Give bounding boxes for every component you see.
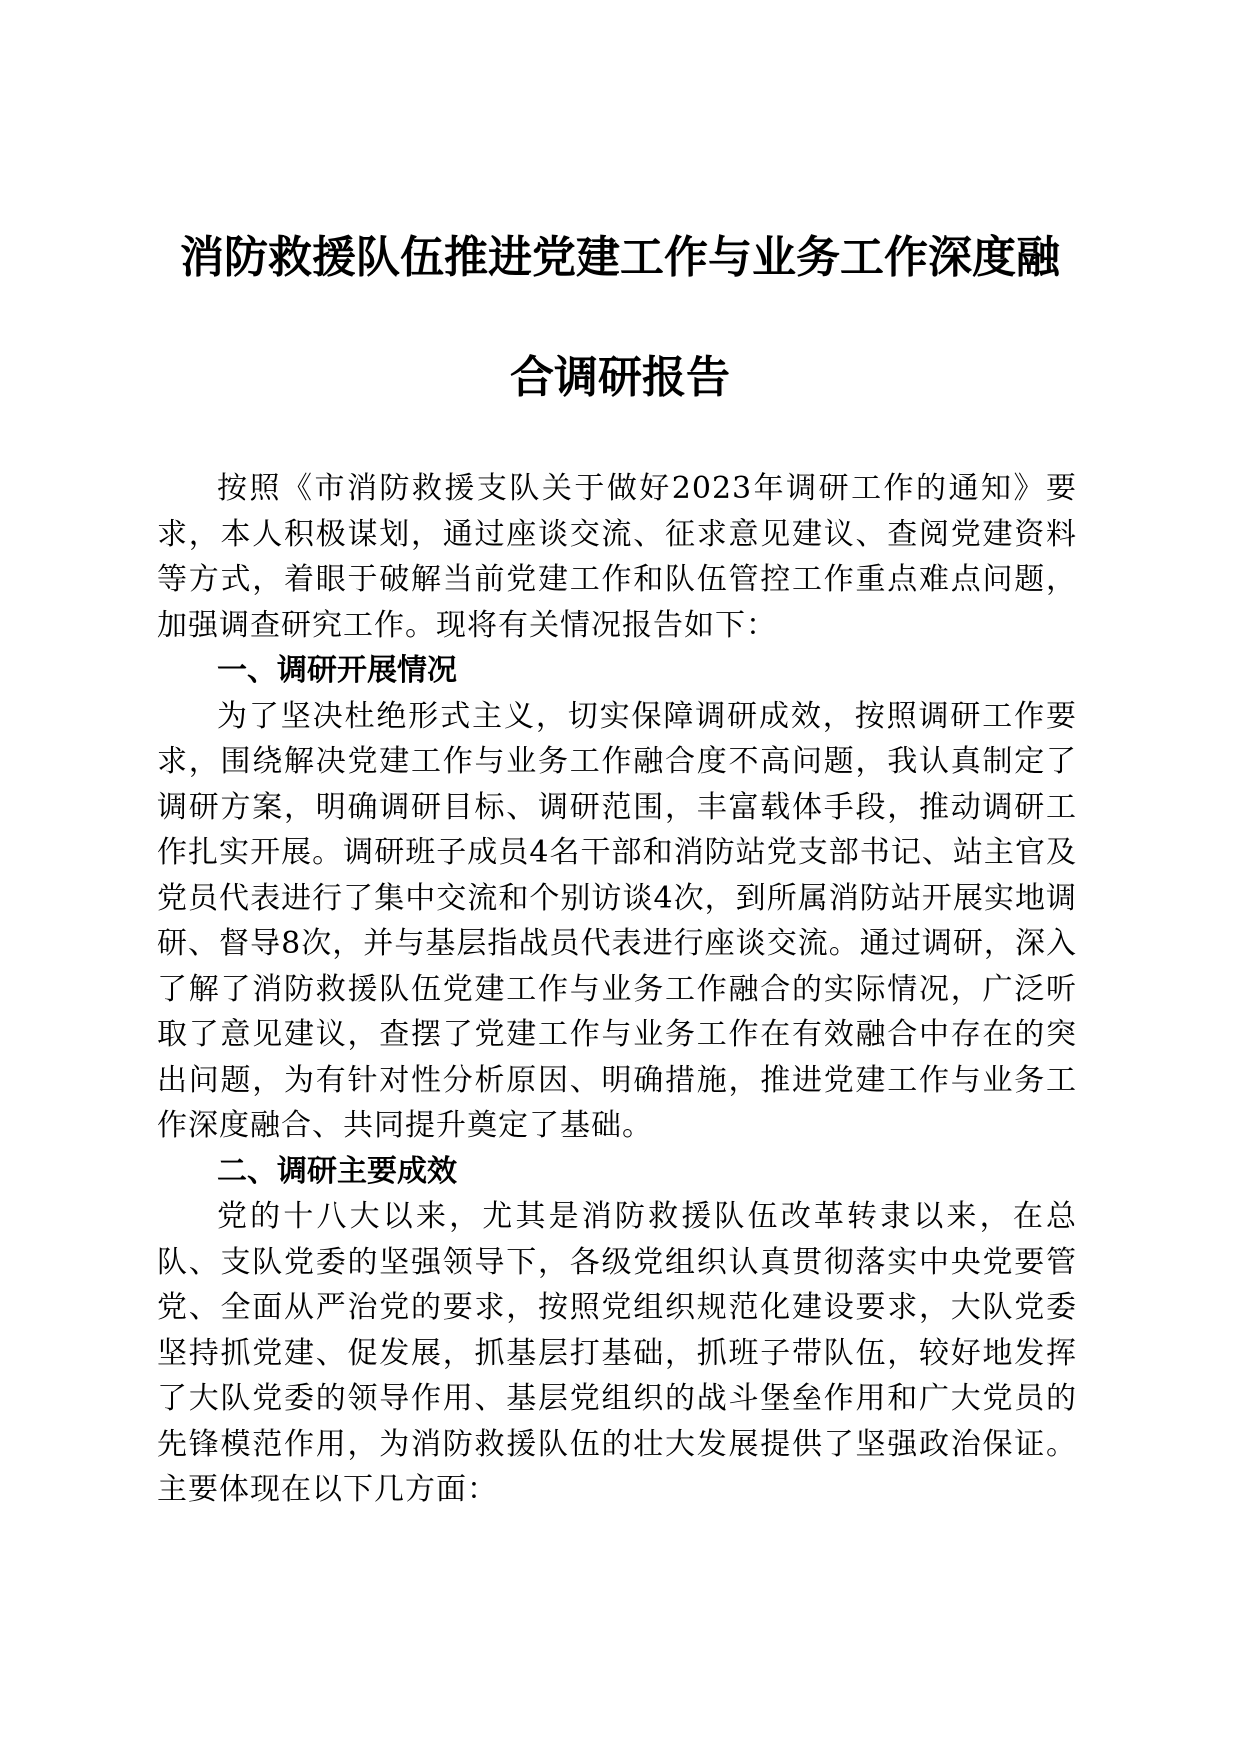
document-body <box>157 466 1077 1513</box>
section-1-paragraph: 为了坚决杜绝形式主义，切实保障调研成效，按照调研工作要求，围绕解决党建工作与业务工作融合度不高问题，我认真制定了调研方案，明确调研目标、调研范围，丰富载体手段，推动调研工作扎实开展。调研班子成员4名干部和消防站党支部书记、站主官及党员代表进行了集中交流和个别访谈4次，到所属消防站开展实地调研、督导8次，并与基层指战员代表进行座谈交流。通过调研，深入了解了消防救援队伍党建工作与业务工作融合的实际情况，广泛听取了意见建议，查摆了党建工作与业务工作在有效融合中存在的突出问题，为有针对性分析原因、明确措施，推进党建工作与业务工作深度融合、共同提升奠定了基础。 <box>157 698 1077 1143</box>
section-2-paragraph: 党的十八大以来，尤其是消防救援队伍改革转隶以来，在总队、支队党委的坚强领导下，各级党组织认真贯彻落实中央党要管党、全面从严治党的要求，按照党组织规范化建设要求，大队党委坚持抓党建、促发展，抓基层打基础，抓班子带队伍，较好地发挥了大队党委的领导作用、基层党组织的战斗堡垒作用和广大党员的先锋模范作用，为消防救援队伍的壮大发展提供了坚强政治保证。主要体现在以下几方面： <box>157 1199 1077 1507</box>
section-2-heading: 二、调研主要成效 <box>217 1153 457 1189</box>
section-1-heading: 一、调研开展情况 <box>217 653 457 688</box>
document-title-line-2: 合调研报告 <box>510 352 730 403</box>
intro-paragraph: 按照《市消防救援支队关于做好2023年调研工作的通知》要求，本人积极谋划，通过座谈交流、征求意见建议、查阅党建资料等方式，着眼于破解当前党建工作和队伍管控工作重点难点问题，加强调查研究工作。现将有关情况报告如下： <box>157 471 1077 643</box>
document-title-line-1: 消防救援队伍推进党建工作与业务工作深度融 <box>180 232 1060 283</box>
